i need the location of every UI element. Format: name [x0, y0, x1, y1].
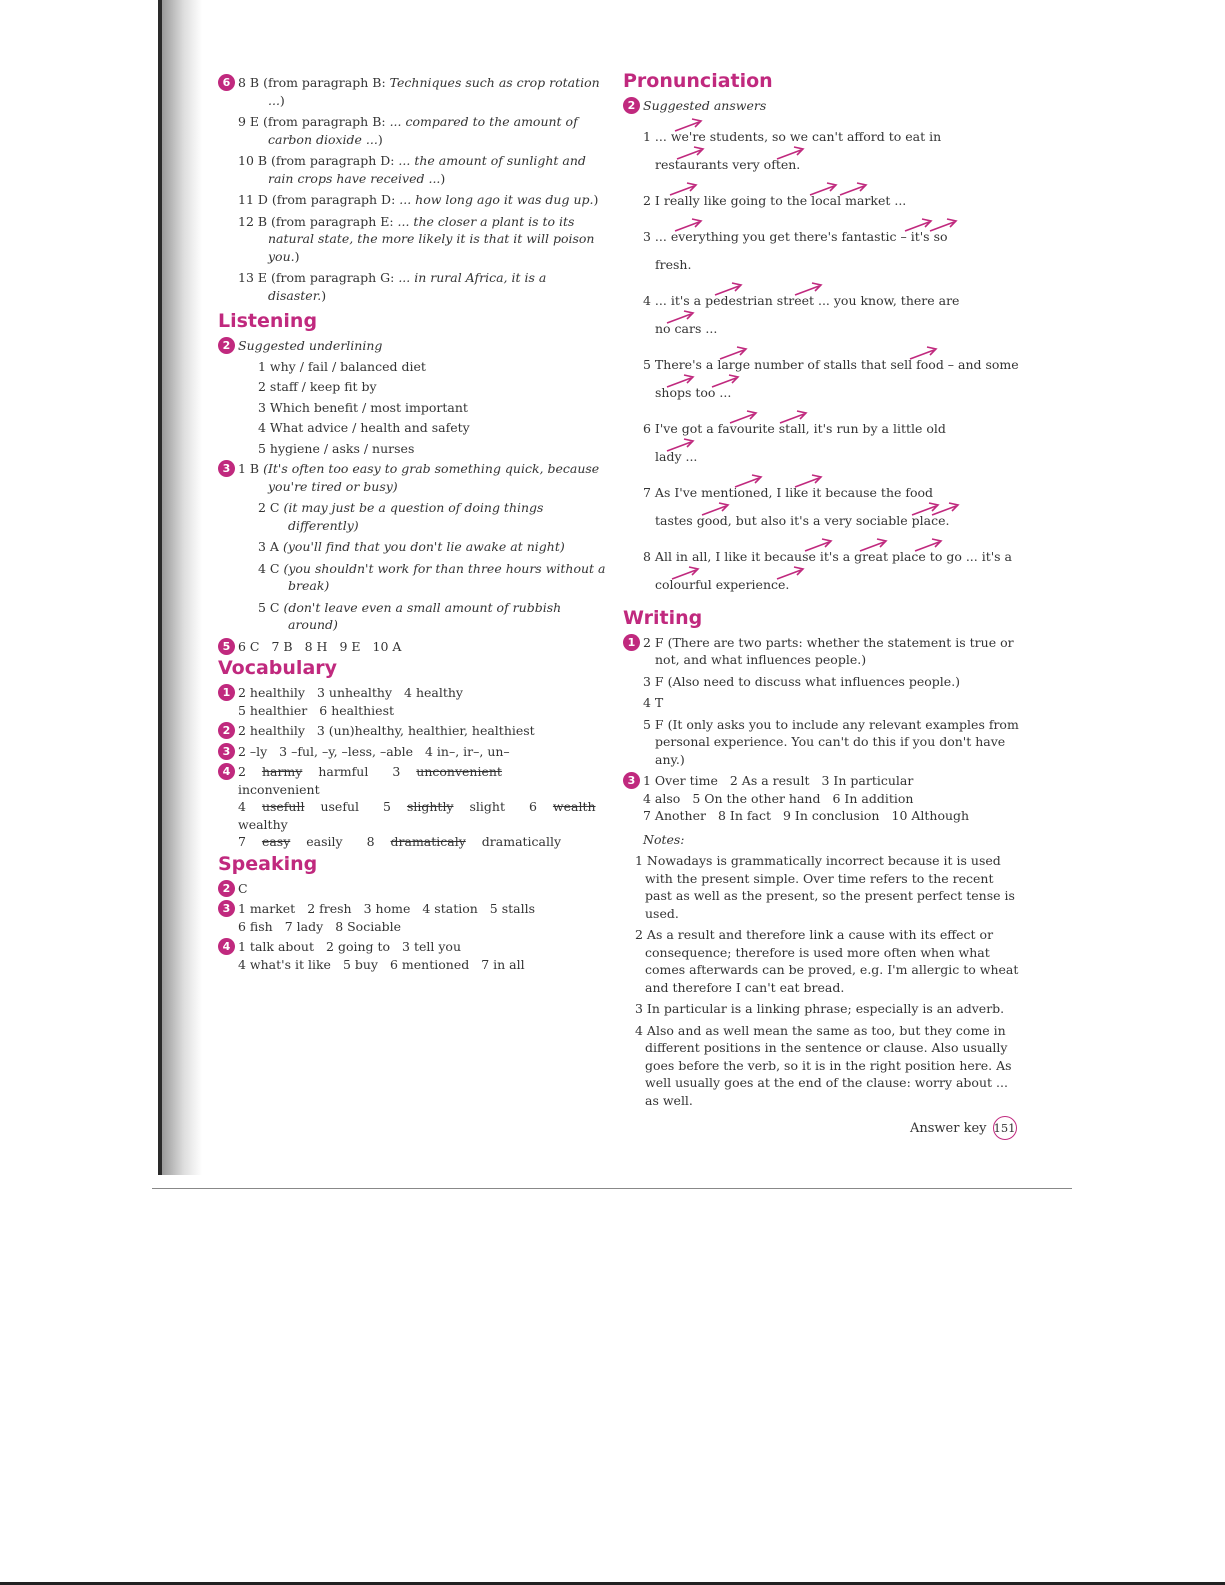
intonation-arrow-icon — [728, 409, 762, 425]
vocabulary-exercise-2 — [218, 722, 608, 740]
intonation-arrow-icon — [928, 217, 962, 233]
pronunciation-item — [643, 115, 1023, 179]
answer-item — [238, 213, 608, 266]
answer-number: 4 C — [258, 560, 284, 576]
answer-item — [238, 74, 608, 109]
intonation-arrow-icon — [670, 565, 704, 581]
answer-item — [238, 269, 608, 304]
writing-exercise-1 — [623, 634, 1023, 769]
answer-text: (from paragraph E: — [271, 213, 398, 229]
answer-item — [258, 560, 608, 595]
answer-line — [238, 798, 608, 833]
answer-item: 5 stalls — [489, 901, 536, 916]
listening-3-answers — [238, 460, 608, 634]
answer-item: 8 Sociable — [335, 918, 402, 934]
answer-item: 7 lady — [284, 918, 324, 934]
answer-item: 4 station — [422, 901, 478, 916]
answer-quote: ... the amount of sunlight and rain crops have received ... — [268, 153, 586, 186]
answer-item: 3 tell you — [402, 939, 462, 954]
answer-item: 1 market — [238, 901, 296, 916]
answer-item: 2 going to — [326, 939, 391, 954]
answer-number: 2 — [238, 764, 246, 779]
answer-text: ) — [321, 287, 327, 303]
corrected-word: slight — [469, 799, 505, 814]
struck-word: wealth — [552, 799, 596, 814]
answer-item: 4 what's it like — [238, 956, 331, 972]
answer-line — [643, 807, 1023, 825]
answer-item: 3 Which benefit / most important — [258, 399, 468, 415]
pronunciation-item — [643, 279, 1023, 343]
answer-item: 1 why / fail / balanced diet — [258, 358, 426, 374]
answer-line — [238, 763, 608, 798]
pronunciation-text: 1 ... we're students, so we can't afford to eat in — [643, 128, 942, 144]
pronunciation-text: fresh. — [655, 256, 692, 272]
pronunciation-line — [643, 187, 1023, 215]
answer-item: 10 A — [372, 638, 402, 654]
page-bottom-rule — [152, 1188, 1072, 1189]
answer-item: 5 healthier — [238, 702, 308, 718]
struck-word: easy — [261, 834, 291, 849]
answer-item: 8 In fact — [717, 808, 771, 823]
intonation-arrow-icon — [775, 565, 809, 581]
answer-number: 5 — [383, 799, 391, 814]
intonation-arrow-icon — [710, 373, 744, 389]
intonation-arrow-icon — [808, 181, 842, 197]
pronunciation-line — [643, 223, 1023, 251]
answer-number: 8 B — [238, 75, 264, 90]
pronunciation-line — [643, 415, 1023, 443]
pronunciation-item — [643, 343, 1023, 407]
answer-item: 4 healthy — [404, 685, 463, 700]
answer-item: 3 F (Also need to discuss what influences people.) — [643, 673, 961, 689]
pronunciation-text: 8 All in all, I like it because it's a great place to go ... it's a — [643, 548, 1013, 564]
answer-item: 10 Although — [891, 808, 970, 823]
speaking-exercise-2 — [218, 880, 608, 898]
answer-quote: Techniques such as crop rotation ... — [268, 75, 600, 108]
notes-title: Notes: — [643, 831, 685, 847]
exercise-number: 4 — [218, 938, 235, 955]
intonation-arrow-icon — [858, 537, 892, 553]
answer-item: 6 In addition — [832, 790, 914, 806]
pronunciation-line — [643, 443, 1023, 471]
answer-text: ) — [440, 170, 446, 186]
answer-line — [238, 918, 608, 936]
intonation-arrow-icon — [673, 217, 707, 233]
exercise-number: 5 — [218, 638, 235, 655]
answer-item: 5 hygiene / asks / nurses — [258, 440, 415, 456]
speaking-exercise-4 — [218, 938, 608, 973]
intonation-arrow-icon — [673, 117, 707, 133]
answer-item: 6 healthiest — [319, 702, 395, 718]
intonation-arrow-icon — [700, 501, 734, 517]
answer-item — [258, 599, 608, 634]
intonation-arrow-icon — [668, 181, 702, 197]
answer-text: (from paragraph D: — [271, 192, 400, 207]
intonation-arrow-icon — [778, 409, 812, 425]
answer-number: 8 — [366, 834, 375, 849]
answer-item: 1 talk about — [238, 939, 315, 954]
answer-number: 12 B — [238, 213, 272, 229]
pronunciation-text: restaurants very often. — [655, 156, 801, 172]
answer-text: ) — [279, 92, 285, 108]
corrected-word: wealthy — [238, 816, 288, 832]
exercise-number: 3 — [218, 460, 235, 477]
speaking-exercise-3 — [218, 900, 608, 935]
exercise-number: 2 — [218, 880, 235, 897]
pronunciation-line — [643, 151, 1023, 179]
section-title-speaking: Speaking — [218, 852, 318, 875]
answer-line — [238, 900, 608, 918]
answer-number: 11 D — [238, 192, 272, 207]
intonation-arrow-icon — [793, 281, 827, 297]
answer-line — [238, 938, 608, 956]
answer-number: 4 — [238, 799, 246, 814]
pronunciation-text: 6 I've got a favourite stall, it's run by a little old — [643, 420, 946, 436]
exercise-number: 2 — [218, 722, 235, 739]
answer-item: 9 In conclusion — [782, 808, 880, 823]
intonation-arrow-icon — [675, 145, 709, 161]
answer-line: C — [238, 880, 248, 896]
note-item: 3 In particular is a linking phrase; especially is an adverb. — [635, 1001, 1005, 1016]
pronunciation-line — [643, 507, 1023, 535]
exercise-number: 2 — [623, 97, 640, 114]
notes-list — [623, 852, 1023, 1109]
exercise-heading: Suggested answers — [643, 98, 767, 113]
correction-item — [367, 834, 573, 849]
answer-item — [238, 113, 608, 148]
answer-quote: ... how long ago it was dug up. — [399, 192, 594, 207]
reading-exercise-6 — [218, 74, 608, 304]
answer-number: 13 E — [238, 270, 271, 285]
listening-exercise-3 — [218, 460, 608, 634]
correction-item — [238, 834, 355, 849]
answer-number: 5 C — [258, 599, 284, 615]
answer-number: 2 C — [258, 500, 284, 515]
pronunciation-item — [643, 535, 1023, 599]
answer-number: 3 A — [258, 539, 283, 554]
exercise-number: 6 — [218, 74, 235, 91]
answer-line — [238, 684, 608, 702]
answer-item: 3 home — [363, 901, 411, 916]
section-title-listening: Listening — [218, 310, 318, 332]
answer-line — [238, 833, 608, 851]
exercise-number: 3 — [218, 900, 235, 917]
pronunciation-text: tastes good, but also it's a very sociable place. — [655, 512, 950, 528]
intonation-arrow-icon — [733, 473, 767, 489]
footer-label: Answer key — [910, 1121, 987, 1136]
answer-item: 2 staff / keep fit by — [258, 379, 377, 394]
intonation-arrow-icon — [665, 309, 699, 325]
pronunciation-text: 4 ... it's a pedestrian street ... you know, there are — [643, 292, 960, 308]
answer-item: 4 also — [643, 790, 681, 806]
answer-item: 7 B — [271, 638, 293, 654]
answer-text: ) — [294, 248, 300, 264]
intonation-arrow-icon — [908, 345, 942, 361]
answer-item: 4 T — [643, 695, 664, 710]
answer-item: 2 fresh — [307, 901, 352, 916]
answer-item: 3 unhealthy — [316, 685, 393, 700]
answer-item: 1 Over time — [643, 773, 718, 788]
exercise-number: 3 — [623, 772, 640, 789]
answer-quote: ... in rural Africa, it is a disaster. — [268, 270, 547, 303]
corrected-word: inconvenient — [238, 781, 320, 797]
listening-5-answers — [238, 638, 608, 656]
answer-item: 7 in all — [481, 956, 525, 972]
answer-item — [258, 499, 608, 534]
pronunciation-line — [643, 315, 1023, 343]
answer-quote: (It's often too easy to grab something quick, because you're tired or busy) — [263, 461, 600, 494]
answer-text: ) — [593, 192, 599, 207]
corrected-word: easily — [306, 834, 343, 849]
corrected-word: dramatically — [481, 834, 562, 849]
corrected-word: useful — [320, 799, 360, 814]
note-item: 4 Also and as well mean the same as too, but they come in different positions in the sentence or clause. Also usually goes before the verb, so it is in the right position here. As well usually goes at the end of the clause: worry about ... as well. — [635, 1022, 1012, 1108]
answer-item: 6 C — [238, 638, 260, 654]
binding-shadow — [162, 0, 202, 1175]
pronunciation-exercise-2 — [623, 97, 1023, 115]
corrected-word: harmful — [318, 764, 369, 779]
intonation-arrow-icon — [913, 537, 947, 553]
vocabulary-exercise-4 — [218, 763, 608, 851]
right-column — [623, 68, 1023, 1113]
answer-item: 2 As a result — [729, 773, 810, 788]
answer-item: 2 F (There are two parts: whether the statement is true or not, and what influences people.) — [643, 634, 1014, 667]
binding-edge — [158, 0, 162, 1175]
left-column — [218, 71, 608, 973]
writing-1-answers — [643, 634, 1023, 769]
pronunciation-text: shops too ... — [655, 384, 732, 400]
correction-item — [238, 799, 371, 814]
note-item: 1 Nowadays is grammatically incorrect because it is used with the present simple. Over time refers to the recent past as well as the present, so the present perfect tense is used. — [635, 853, 1015, 921]
exercise-number: 1 — [218, 684, 235, 701]
answer-line: 2 healthily 3 (un)healthy, healthier, healthiest — [238, 723, 535, 738]
section-title-vocabulary: Vocabulary — [218, 657, 338, 679]
answer-line — [238, 702, 608, 720]
answer-item: 3 In particular — [821, 773, 914, 788]
struck-word: usefull — [261, 799, 305, 814]
correction-item — [238, 764, 380, 779]
answer-item — [238, 460, 608, 495]
answer-number: 3 — [392, 764, 401, 779]
pronunciation-line — [643, 379, 1023, 407]
intonation-arrow-icon — [803, 537, 837, 553]
struck-word: unconvenient — [416, 764, 502, 779]
answer-quote: ... the closer a plant is to its natural state, the more likely it is that it will poison you. — [268, 213, 595, 264]
writing-exercise-3 — [623, 772, 1023, 825]
answer-item: 7 Another — [643, 808, 706, 823]
vocabulary-exercise-1 — [218, 684, 608, 719]
answer-line: 2 –ly 3 –ful, –y, –less, –able 4 in–, ir–, un– — [238, 743, 510, 759]
struck-word: dramaticaly — [390, 834, 466, 849]
intonation-arrow-icon — [793, 473, 827, 489]
exercise-heading: Suggested underlining — [238, 338, 383, 353]
answer-number: 6 — [528, 799, 537, 814]
answer-item: 6 fish — [238, 918, 273, 934]
answer-line — [643, 772, 1023, 790]
exercise-number: 4 — [218, 763, 235, 780]
intonation-arrow-icon — [838, 181, 872, 197]
answer-text: (from paragraph G: — [270, 270, 399, 285]
pronunciation-text: 7 As I've mentioned, I like it because the food — [643, 484, 934, 500]
pronunciation-text: no cars ... — [655, 320, 718, 336]
listening-2-answers — [238, 358, 608, 458]
pronunciation-item — [643, 215, 1023, 279]
pronunciation-item — [643, 471, 1023, 535]
answer-text: (from paragraph D: — [271, 153, 399, 168]
pronunciation-item — [643, 407, 1023, 471]
pronunciation-text: 2 I really like going to the local market ... — [643, 192, 907, 208]
intonation-arrow-icon — [718, 345, 752, 361]
pronunciation-line — [643, 251, 1023, 279]
answer-item: 2 healthily — [238, 685, 305, 700]
struck-word: harmy — [261, 764, 303, 779]
answer-item — [258, 538, 608, 556]
answer-item — [238, 152, 608, 187]
intonation-arrow-icon — [665, 437, 699, 453]
answer-text: ) — [377, 131, 383, 147]
answer-item: 5 F (It only asks you to include any relevant examples from personal experience. You can't do this if you don't have any.) — [643, 716, 1019, 767]
listening-exercise-2 — [218, 337, 608, 457]
page-number: 151 — [993, 1116, 1017, 1140]
intonation-arrow-icon — [713, 281, 747, 297]
section-title-writing: Writing — [623, 606, 703, 629]
answer-item — [238, 191, 608, 209]
answer-number: 1 B — [238, 461, 264, 476]
pronunciation-text: colourful experience. — [655, 576, 790, 592]
answer-item: 5 On the other hand — [692, 790, 821, 806]
pronunciation-answers — [643, 115, 1023, 599]
intonation-arrow-icon — [775, 145, 809, 161]
answer-item: 9 E — [339, 638, 361, 654]
pronunciation-line — [643, 571, 1023, 599]
answer-number: 7 — [238, 834, 246, 849]
intonation-arrow-icon — [930, 501, 964, 517]
answer-item: 8 H — [304, 638, 328, 654]
reading-answers — [238, 74, 608, 304]
vocabulary-exercise-3 — [218, 743, 608, 761]
correction-item — [383, 799, 517, 814]
exercise-number: 3 — [218, 743, 235, 760]
pronunciation-text: lady ... — [655, 448, 698, 464]
exercise-number: 2 — [218, 337, 235, 354]
answer-number: 10 B — [238, 153, 272, 168]
answer-item: 4 What advice / health and safety — [258, 420, 470, 435]
answer-item: 6 mentioned — [390, 956, 470, 972]
struck-word: slightly — [406, 799, 454, 814]
answer-line — [238, 956, 608, 974]
answer-quote: (you shouldn't work for than three hours without a break) — [283, 560, 606, 593]
answer-text: (from paragraph B: — [263, 75, 390, 90]
section-title-pronunciation: Pronunciation — [623, 70, 773, 92]
pronunciation-text: 3 ... everything you get there's fantastic – it's so — [643, 228, 948, 244]
pronunciation-line — [643, 287, 1023, 315]
page-footer — [910, 1116, 1017, 1141]
intonation-arrow-icon — [665, 373, 699, 389]
answer-item: 5 buy — [342, 956, 378, 972]
note-item: 2 As a result and therefore link a cause with its effect or consequence; therefore is used more often when what comes afterwards can be proved, e.g. I'm allergic to wheat and therefore I can't eat bread. — [635, 927, 1019, 995]
answer-text: (from paragraph B: — [263, 114, 390, 129]
answer-line — [643, 790, 1023, 808]
pronunciation-item — [643, 179, 1023, 215]
pronunciation-line — [643, 351, 1023, 379]
answer-number: 9 E — [238, 114, 264, 129]
answer-quote: ... compared to the amount of carbon dioxide ... — [268, 114, 578, 147]
exercise-number: 1 — [623, 634, 640, 651]
answer-quote: (it may just be a question of doing things differently) — [283, 500, 544, 533]
pronunciation-text: 5 There's a large number of stalls that sell food – and some — [643, 356, 1019, 372]
answer-quote: (you'll find that you don't lie awake at night) — [282, 539, 565, 554]
answer-quote: (don't leave even a small amount of rubbish around) — [283, 599, 562, 632]
listening-exercise-5 — [218, 638, 608, 656]
